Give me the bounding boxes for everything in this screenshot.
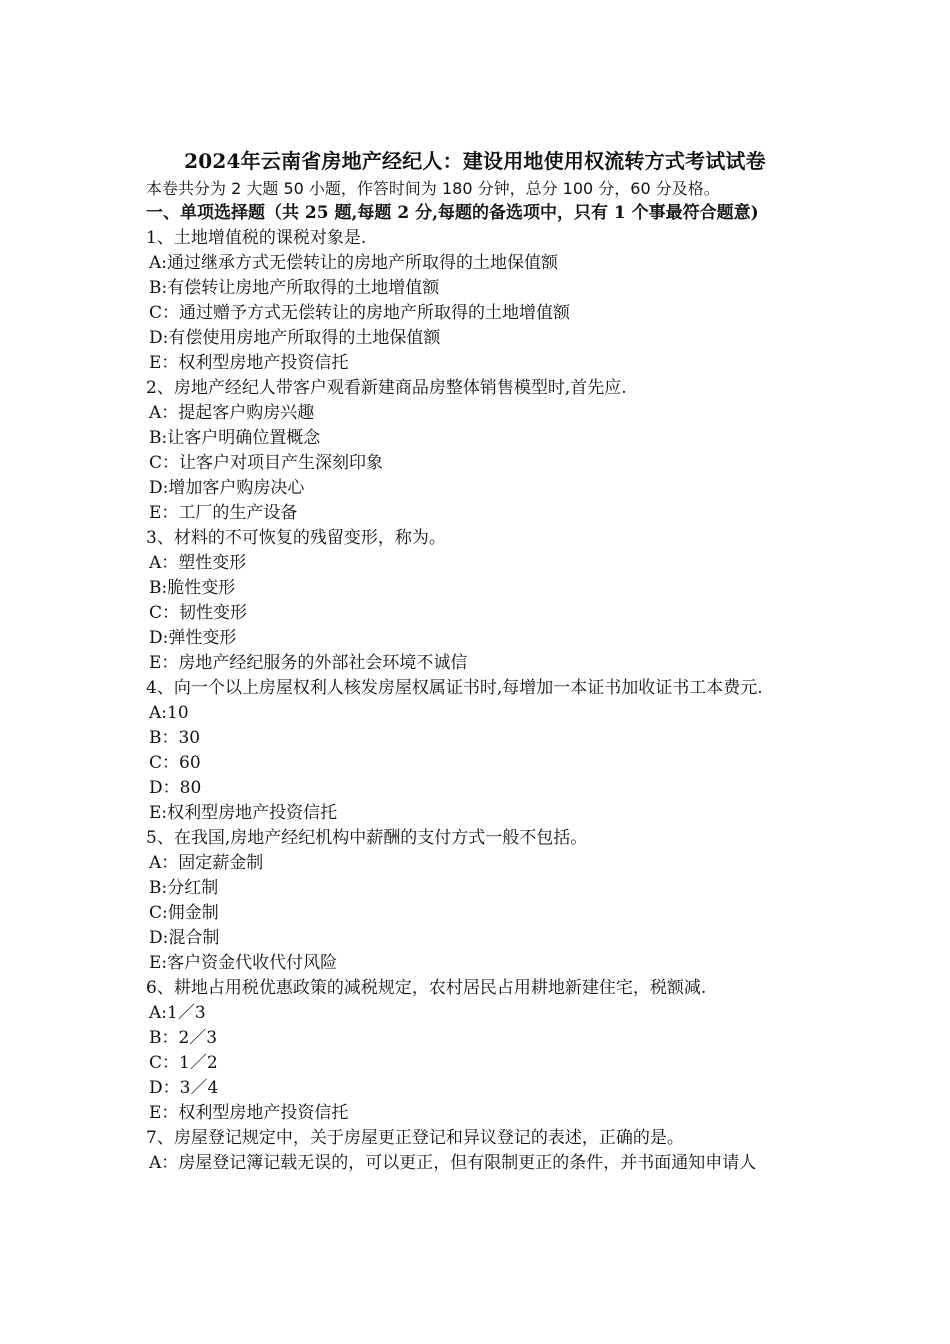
- option-d: D:增加客户购房决心: [149, 478, 305, 498]
- option-c: C：60: [149, 753, 201, 773]
- option-a: A:通过继承方式无偿转让的房地产所取得的土地保值额: [149, 253, 559, 273]
- option-a: A：提起客户购房兴趣: [149, 403, 315, 423]
- option-b: B：2／3: [149, 1028, 218, 1048]
- option-d: D：3／4: [149, 1078, 219, 1098]
- question-stem: 5、在我国,房地产经纪机构中薪酬的支付方式一般不包括。: [146, 828, 588, 848]
- question-4: [146, 676, 826, 826]
- option-d: D：80: [149, 778, 202, 798]
- option-c: C:佣金制: [149, 903, 219, 923]
- question-3: [146, 526, 826, 676]
- question-7: [146, 1126, 826, 1176]
- question-stem: 4、向一个以上房屋权利人核发房屋权属证书时,每增加一本证书加收证书工本费元.: [146, 678, 763, 698]
- option-e: E：房地产经纪服务的外部社会环境不诚信: [149, 653, 468, 673]
- document-body: [146, 176, 826, 1176]
- question-5: [146, 826, 826, 976]
- option-b: B：30: [149, 728, 201, 748]
- option-e: E：权利型房地产投资信托: [149, 353, 349, 373]
- option-c: C：1／2: [149, 1053, 218, 1073]
- option-e: E:权利型房地产投资信托: [149, 803, 338, 823]
- question-stem: 2、房地产经纪人带客户观看新建商品房整体销售模型时,首先应.: [146, 378, 627, 398]
- question-stem: 1、土地增值税的课税对象是.: [146, 228, 367, 248]
- option-e: E:客户资金代收代付风险: [149, 953, 338, 973]
- option-b: B:脆性变形: [149, 578, 236, 598]
- document-title: 2024年云南省房地产经纪人：建设用地使用权流转方式考试试卷: [184, 149, 766, 173]
- option-b: B:分红制: [149, 878, 219, 898]
- option-a: A：塑性变形: [149, 553, 247, 573]
- option-a: A：房屋登记簿记载无误的，可以更正，但有限制更正的条件，并书面通知申请人: [149, 1153, 757, 1173]
- option-d: D:弹性变形: [149, 628, 237, 648]
- option-c: C：让客户对项目产生深刻印象: [149, 453, 384, 473]
- question-6: [146, 976, 826, 1126]
- question-1: [146, 226, 826, 376]
- question-stem: 7、房屋登记规定中，关于房屋更正登记和异议登记的表述，正确的是。: [146, 1128, 684, 1148]
- option-a: A：固定薪金制: [149, 853, 264, 873]
- option-b: B:有偿转让房地产所取得的土地增值额: [149, 278, 440, 298]
- option-d: D:混合制: [149, 928, 220, 948]
- section-heading: 一、单项选择题（共 25 题,每题 2 分,每题的备选项中，只有 1 个事最符合题意): [146, 203, 759, 223]
- option-c: C：通过赠予方式无偿转让的房地产所取得的土地增值额: [149, 303, 571, 323]
- option-e: E：权利型房地产投资信托: [149, 1103, 349, 1123]
- question-2: [146, 376, 826, 526]
- option-c: C：韧性变形: [149, 603, 248, 623]
- option-d: D:有偿使用房地产所取得的土地保值额: [149, 328, 441, 348]
- option-b: B:让客户明确位置概念: [149, 428, 321, 448]
- exam-intro: 本卷共分为 2 大题 50 小题，作答时间为 180 分钟，总分 100 分，60 分及格。: [146, 179, 720, 198]
- option-e: E：工厂的生产设备: [149, 503, 298, 523]
- option-a: A:10: [149, 703, 189, 723]
- question-stem: 6、耕地占用税优惠政策的减税规定，农村居民占用耕地新建住宅，税额减.: [146, 978, 707, 998]
- option-a: A:1／3: [149, 1003, 206, 1023]
- question-stem: 3、材料的不可恢复的残留变形，称为。: [146, 528, 446, 548]
